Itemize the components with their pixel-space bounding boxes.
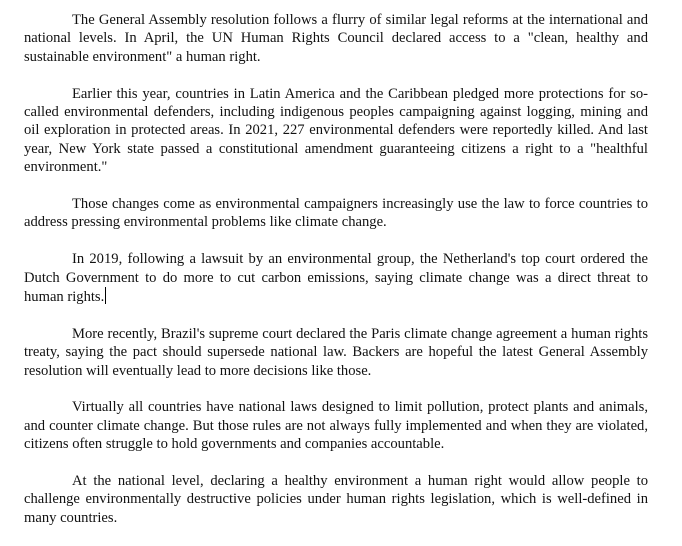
paragraph-4 (24, 250, 648, 306)
paragraph-4-text: In 2019, following a lawsuit by an environmental group, the Netherland's top court ordered the Dutch Government to do more to cut carbon emissions, saying climate change was a direct threat to human rights. (24, 251, 648, 306)
paragraph-7: At the national level, declaring a healthy environment a human right would allow people to challenge environmentally destructive policies under human rights legislation, which is well-defined in many countries. (24, 473, 648, 526)
paragraph-6: Virtually all countries have national laws designed to limit pollution, protect plants and animals, and counter climate change. But those rules are not always fully implemented and when they are violated, citizens often struggle to hold governments and companies accountable. (24, 399, 648, 453)
paragraph-1: The General Assembly resolution follows a flurry of similar legal reforms at the international and national levels. In April, the UN Human Rights Council declared access to a "clean, healthy and sustainable environment" a human right. (24, 12, 648, 65)
paragraph-3: Those changes come as environmental campaigners increasingly use the law to force countries to address pressing environmental problems like climate change. (24, 196, 648, 231)
paragraph-2: Earlier this year, countries in Latin America and the Caribbean pledged more protections for so-called environmental defenders, including indigenous peoples campaigning against logging, mining and oil exploration in protected areas. In 2021, 227 environmental defenders were reportedly killed. And last year, New York state passed a constitutional amendment guaranteeing citizens a right to a "healthful environment." (24, 85, 648, 176)
paragraph-5: More recently, Brazil's supreme court declared the Paris climate change agreement a human rights treaty, saying the pact should supersede national law. Backers are hopeful the latest General Assembly resolution will eventually lead to more decisions like those. (24, 325, 648, 379)
text-cursor (105, 287, 106, 304)
document-body[interactable] (24, 11, 648, 546)
